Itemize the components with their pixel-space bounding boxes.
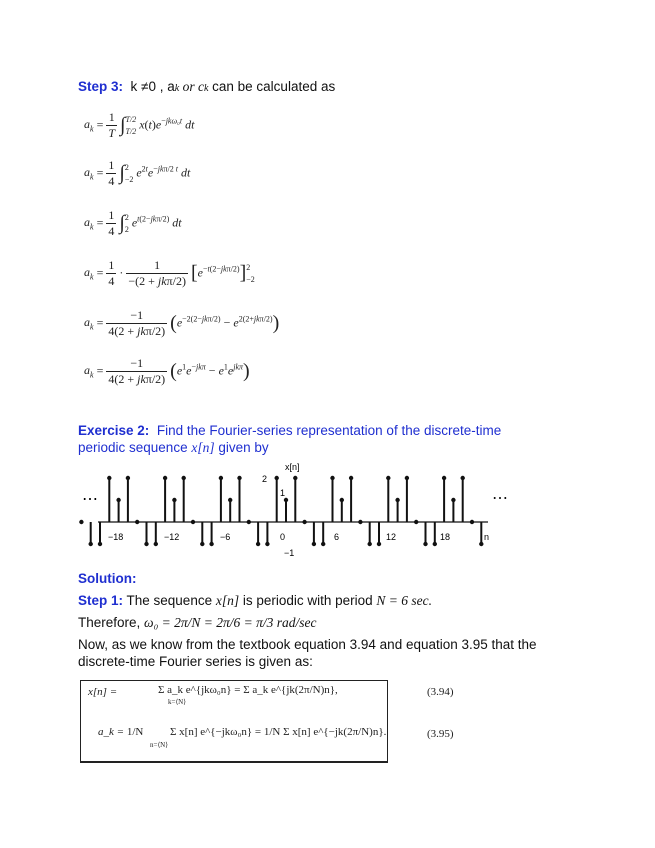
exercise2-label: Exercise 2: [78,423,150,438]
stem-point [442,476,446,480]
box-eq2-left: a_k = 1/N [98,726,144,738]
x-label-0: 0 [280,532,286,542]
x-label-neg6: −6 [220,532,231,542]
box-eq2-sub: n=⟨N⟩ [150,741,168,749]
stem-point [219,476,223,480]
equation-4: $a_k$ = $\frac{1}{4}$ · $\frac{1}{\text{−(2 + jkπ/2)}}$ $[e^{-t(2-jk\pi/2)}]2$ −2 [84,258,255,288]
stem-point [79,520,83,524]
equation-2: $a_k$ = $\frac{1}{4}$ ∫2 −2 $e^{2t}e^{-jk\pi/2 t}$ dt [84,158,191,188]
x-label-neg18: −18 [108,532,124,542]
x-label-6: 6 [334,532,340,542]
stem-point [293,476,297,480]
stem-point [116,498,120,502]
exercise2-block [78,422,598,456]
x-label-12: 12 [386,532,397,542]
stem-point [433,542,437,546]
plot-y-label-2: 2 [262,474,268,484]
x-label-n: n [484,532,490,542]
stem-point [275,476,279,480]
solution-heading: Solution: [78,571,137,586]
box-eq1-right: Σ a_k e^{jkω₀n} = Σ a_k e^{jk(2π/N)n}, [158,684,338,696]
step1-label: Step 1: [78,593,124,608]
exercise2-line1: Exercise 2: Find the Fourier-series representation of the discrete-time [78,423,502,438]
stem-point [330,476,334,480]
stem-point [209,542,213,546]
stem-point [182,476,186,480]
stem-point [479,542,483,546]
stem-point [107,476,111,480]
stem-point [98,542,102,546]
stem-point [89,542,93,546]
equation-6: $a_k$ = $\frac{-1}{\text{4(2 + jkπ/2)}}$ $(e^1e^{-jk\pi} - e^1e^{jk\pi})$ [84,356,250,386]
plot-ellipsis-right: ⋯ [492,490,508,507]
plot-ellipsis-left: ⋯ [82,491,98,508]
step1-line: Step 1: The sequence x[n] is periodic with period N = 6 sec. [78,593,433,608]
stem-point [256,542,260,546]
x-label-18: 18 [440,532,451,542]
stem-point [265,542,269,546]
box-eq2-right: Σ x[n] e^{−jkω₀n} = 1/N Σ x[n] e^{−jk(2π/N)n}. [170,726,387,738]
stem-point [377,542,381,546]
now-paragraph: Now, as we know from the textbook equation 3.94 and equation 3.95 that the discrete-time Fourier series is given as: [78,637,537,669]
stem-point [172,498,176,502]
equation-1: $a_k$ = $\frac{1}{T}$ ∫T/2 T/2 $x(t)e^{-jk\omega_0t}$ dt [84,110,195,140]
stem-point [228,498,232,502]
stem-point [237,476,241,480]
plot-y-label-neg1: −1 [284,548,295,558]
stem-point [312,542,316,546]
stem-point [200,542,204,546]
stem-point [368,542,372,546]
plot-x-labels [108,532,489,542]
stem-point [340,498,344,502]
stem-point [126,476,130,480]
x-label-neg12: −12 [164,532,180,542]
plot-y-label-1: 1 [280,488,286,498]
stem-point [451,498,455,502]
stem-point [461,476,465,480]
plot-title: x[n] [285,462,300,472]
box-eq1: x[n] = [88,686,118,698]
stem-point [284,498,288,502]
stem-point [423,542,427,546]
stem-point [395,498,399,502]
stem-point [349,476,353,480]
equation-5: $a_k$ = $\frac{-1}{\text{4(2 + jkπ/2)}}$ $(e^{-2(2-jk\pi/2)} - e^{2(2+jk\pi/2)})$ [84,308,280,338]
stem-point [321,542,325,546]
step3-text: k ≠0 , ak or ck can be calculated as [130,79,336,94]
therefore-line: Therefore, ω₀ = 2π/N = 2π/6 = π/3 rad/sec [78,615,317,630]
step3-line [78,78,335,97]
box-eq2-number: (3.95) [427,728,454,740]
box-eq1-sub: k=⟨N⟩ [168,698,186,706]
stem-point [154,542,158,546]
step3-label: Step 3: [78,79,124,94]
equation-3: $a_k$ = $\frac{1}{4}$ ∫2 2 $e^{t(2-jk\pi/2)}$ dt [84,208,182,238]
stem-point [163,476,167,480]
exercise2-line2: periodic sequence x[n] given by [78,440,269,455]
stem-point [405,476,409,480]
stem-point [144,542,148,546]
box-eq1-number: (3.94) [427,686,454,698]
stem-point [386,476,390,480]
stem-plot [78,460,518,560]
